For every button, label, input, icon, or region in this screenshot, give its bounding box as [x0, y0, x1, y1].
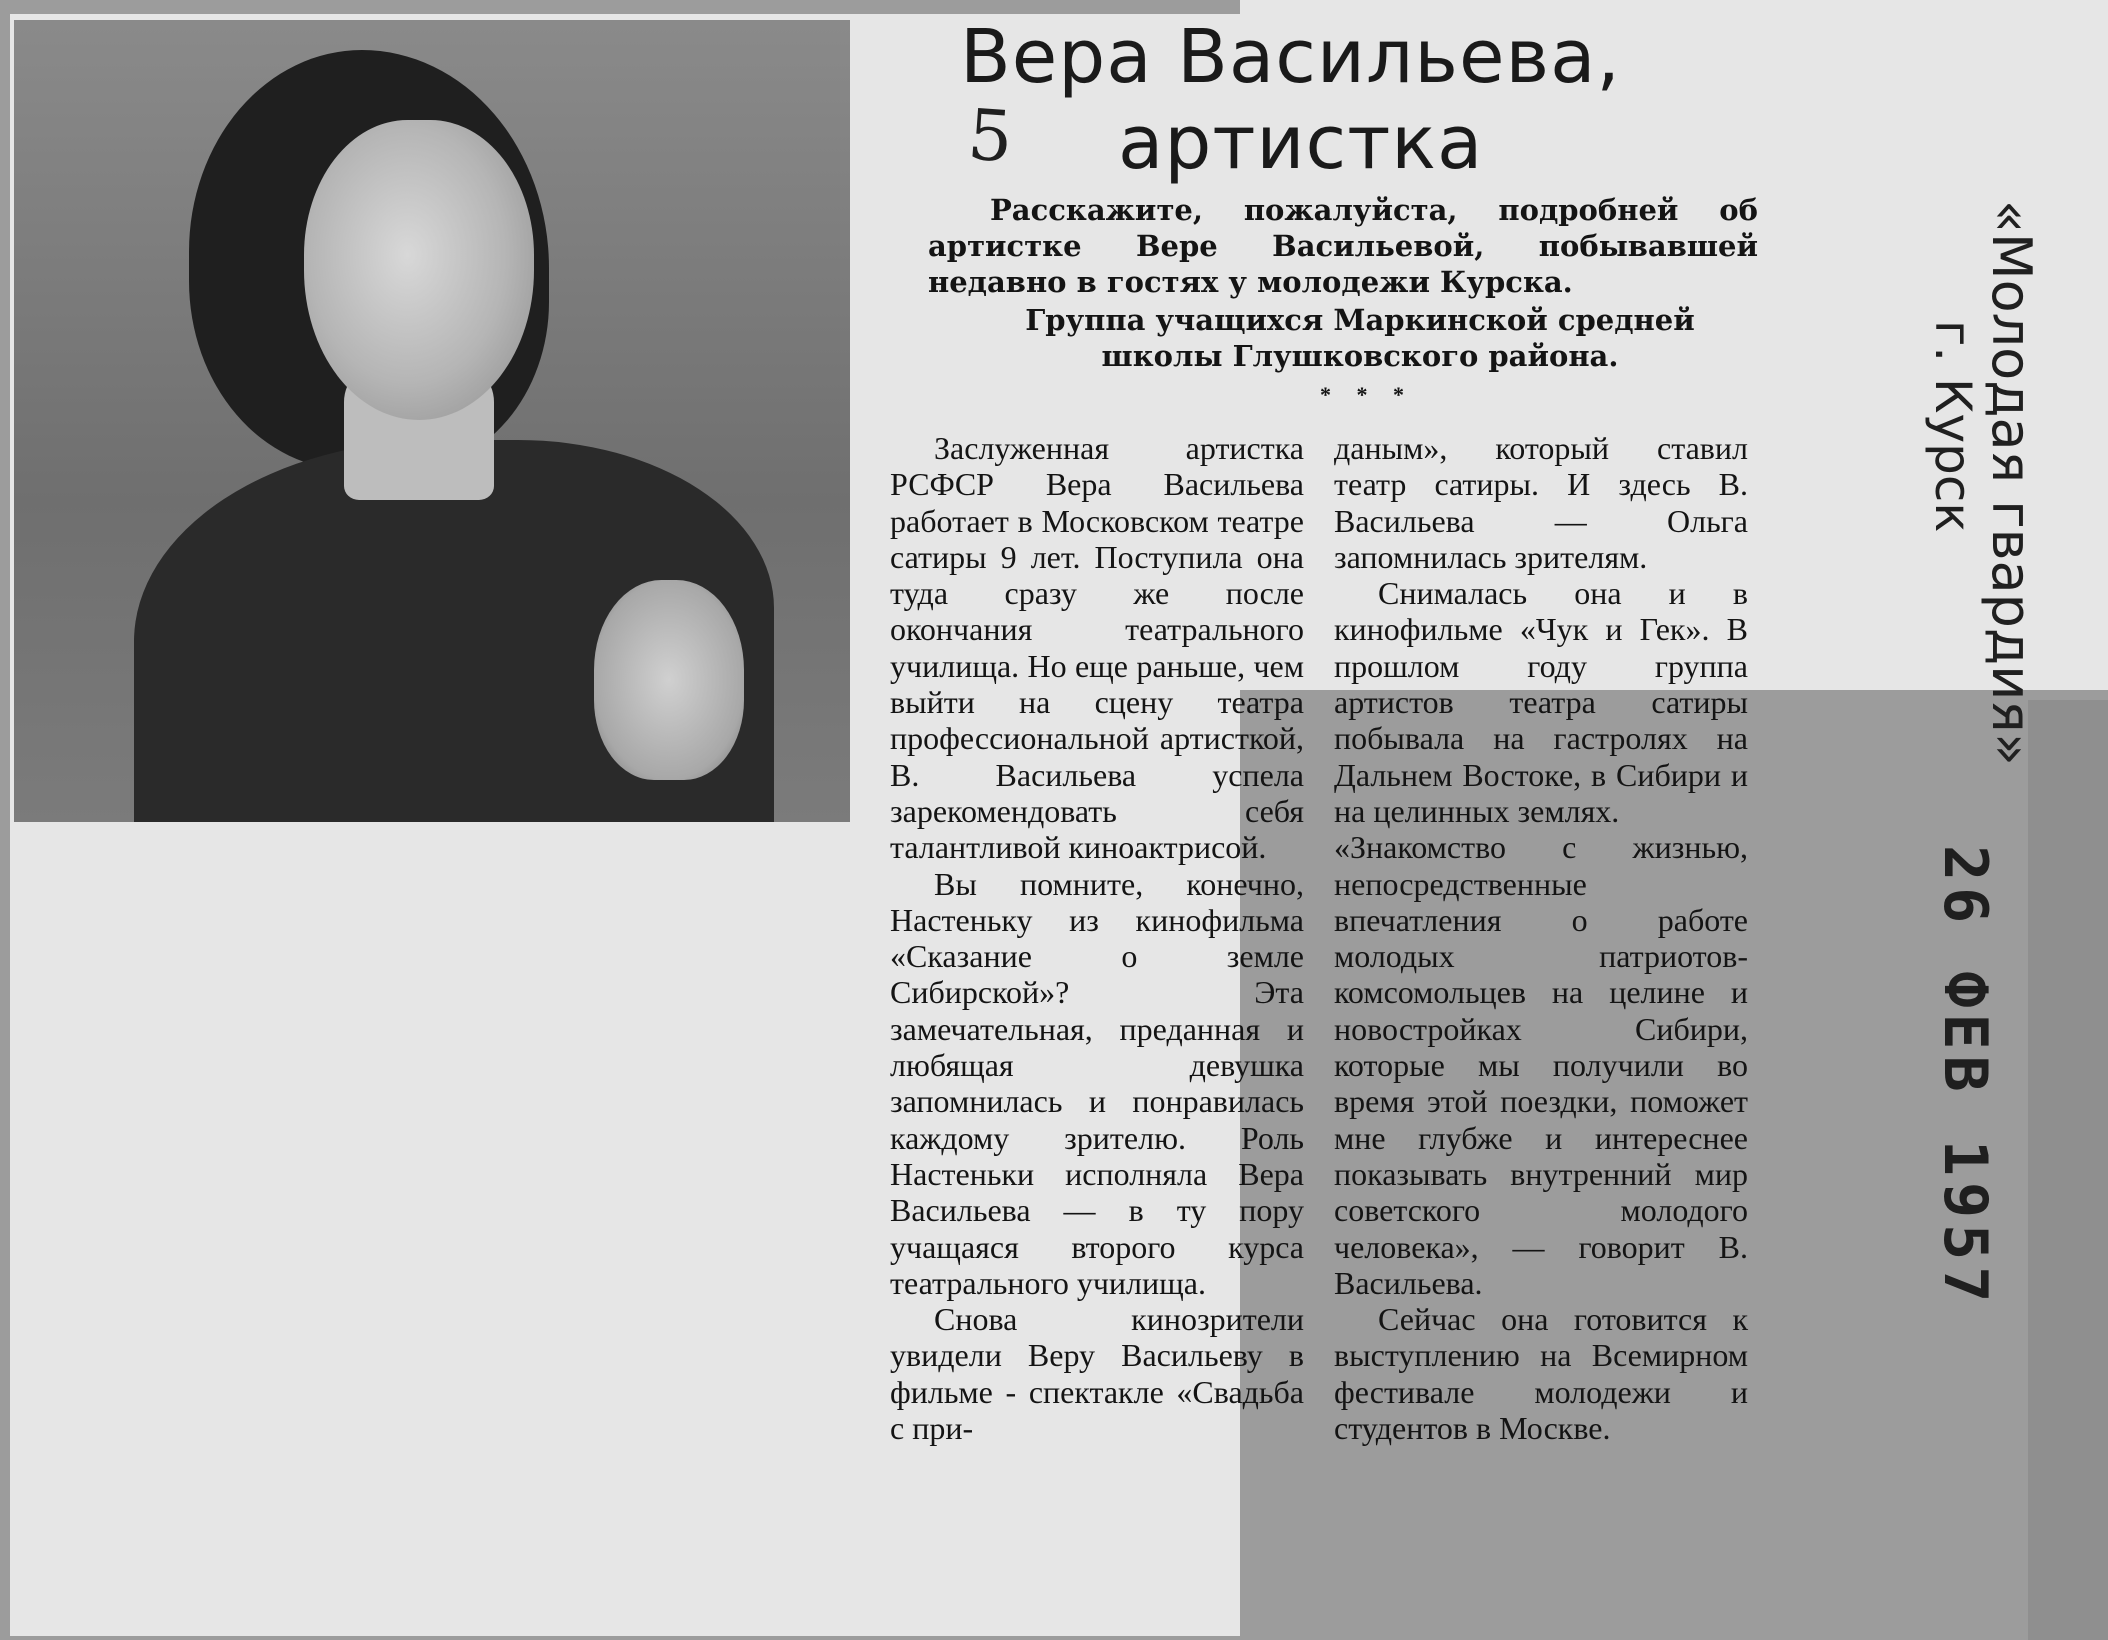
article-title	[960, 14, 1760, 186]
newspaper-name: «Молодая гвардия»	[1980, 200, 2043, 766]
paragraph: даным», который ставил театр сатиры. И здесь В. Васильева — Ольга запомнилась зрителям.	[1334, 430, 1748, 575]
paragraph: «Знакомство с жизнью, непосредственные впечатления о работе молодых патриотов-комсомольцев на целине и новостройках Сибири, которые мы получили во время этой поездки, поможет мне глубже и интереснее показывать внутренний мир советского молодого человека», — говорит В. Васильева.	[1334, 829, 1748, 1301]
section-separator: * * *	[1320, 382, 1414, 407]
photo-face	[304, 120, 534, 420]
photo-hands	[594, 580, 744, 780]
background-mount-right	[2028, 700, 2108, 1640]
source-stamp	[1924, 200, 2043, 766]
newspaper-city: г. Курск	[1924, 320, 1982, 533]
handwritten-mark: 5	[965, 93, 1016, 179]
portrait-photo	[14, 20, 850, 822]
article-column-1	[890, 430, 1304, 1446]
date-stamp: 26 ФЕВ 1957	[1930, 845, 2000, 1309]
question-signature: Группа учащихся Маркинской средней школы Глушковского района.	[1025, 303, 1695, 373]
article-column-2	[1334, 430, 1748, 1446]
paragraph: Заслуженная артистка РСФСР Вера Васильева работает в Московском театре сатиры 9 лет. Поступила она туда сразу же после окончания театрального училища. Но еще раньше, чем выйти на сцену театра профессиональной артисткой, В. Васильева успела зарекомендовать себя талантливой киноактрисой.	[890, 430, 1304, 866]
reader-question: Расскажите, пожалуйста, подробней об артистке Вере Васильевой, побывавшей недавно в гостях у молодежи Курска.	[928, 193, 1758, 299]
paragraph: Сейчас она готовится к выступлению на Всемирном фестивале молодежи и студентов в Москве.	[1334, 1301, 1748, 1447]
title-line2: артистка	[1118, 100, 1484, 186]
paragraph: Вы помните, конечно, Настеньку из кинофильма «Сказание о земле Сибирской»? Эта замечательная, преданная и любящая девушка запомнилась и понравилась каждому зрителю. Роль Настеньки исполняла Вера Васильева — в ту пору учащаяся второго курса театрального училища.	[890, 865, 1304, 1301]
paragraph: Снова кинозрители увидели Веру Васильеву в фильме - спектакле «Свадьба с при-	[890, 1301, 1304, 1447]
paragraph: Снималась она и в кинофильме «Чук и Гек». В прошлом году группа артистов театра сатиры побывала на гастролях на Дальнем Востоке, в Сибири и на целинных землях.	[1334, 575, 1748, 829]
title-line1: Вера Васильева,	[960, 14, 1621, 100]
